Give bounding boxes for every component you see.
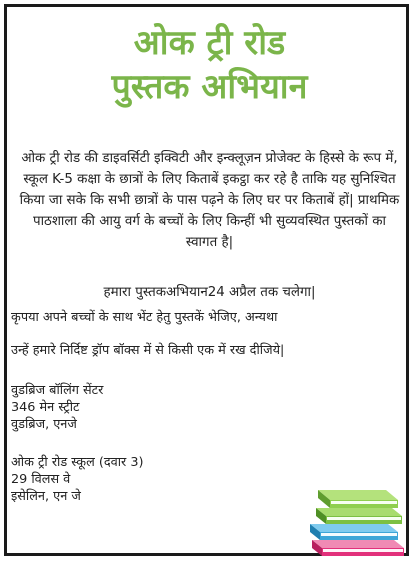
stack-of-books-icon — [308, 478, 408, 558]
instruction-line-2: उन्हें हमारे निर्दिष्ट ड्रॉप बॉक्स में से किसी एक में रख दीजिये| — [11, 343, 285, 358]
dropoff-address-1 — [11, 382, 103, 433]
book-pink — [312, 540, 404, 556]
dropoff-1-street: 346 मेन स्ट्रीट — [11, 400, 80, 415]
dropoff-1-city: वुडब्रिज, एनजे — [11, 417, 77, 432]
instruction-line-1: कृपया अपने बच्चों के साथ भेंट हेतु पुस्तकें भेजिए, अन्यथा — [11, 310, 278, 325]
book-green — [316, 508, 402, 524]
book-green-top — [318, 490, 398, 508]
flyer-title-line1: ओक ट्री रोड — [133, 23, 286, 63]
flyer-title-line2: पुस्तक अभियान — [111, 67, 308, 107]
intro-paragraph: ओक ट्री रोड की डाइवर्सिटी इक्विटी और इन्क्लूज़न प्रोजेक्ट के हिस्से के रूप में, स्कूल K-5 कक्षा के छात्रों के लिए किताबें इकट्ठा कर रहे है ताकि यह सुनिश्चित किया जा सके कि सभी छात्रों के पास पढ़ने के लिए घर पर किताबें हों| प्राथमिक पाठशाला की आयु वर्ग के बच्चों के लिए किन्हीं भी सुव्यवस्थित पुस्तकों का स्वागत है| — [19, 151, 400, 250]
campaign-deadline-note: हमारा पुस्तकअभियान24 अप्रैल तक चलेगा| — [103, 285, 316, 300]
dropoff-2-street: 29 विलस वे — [11, 472, 71, 487]
dropoff-2-name: ओक ट्री रोड स्कूल (दवार 3) — [11, 455, 144, 470]
book-blue — [310, 524, 398, 540]
dropoff-address-2 — [11, 454, 143, 505]
dropoff-1-name: वुडब्रिज बॉलिंग सेंटर — [11, 383, 104, 398]
dropoff-2-city: इसेलिन, एन जे — [11, 489, 81, 504]
